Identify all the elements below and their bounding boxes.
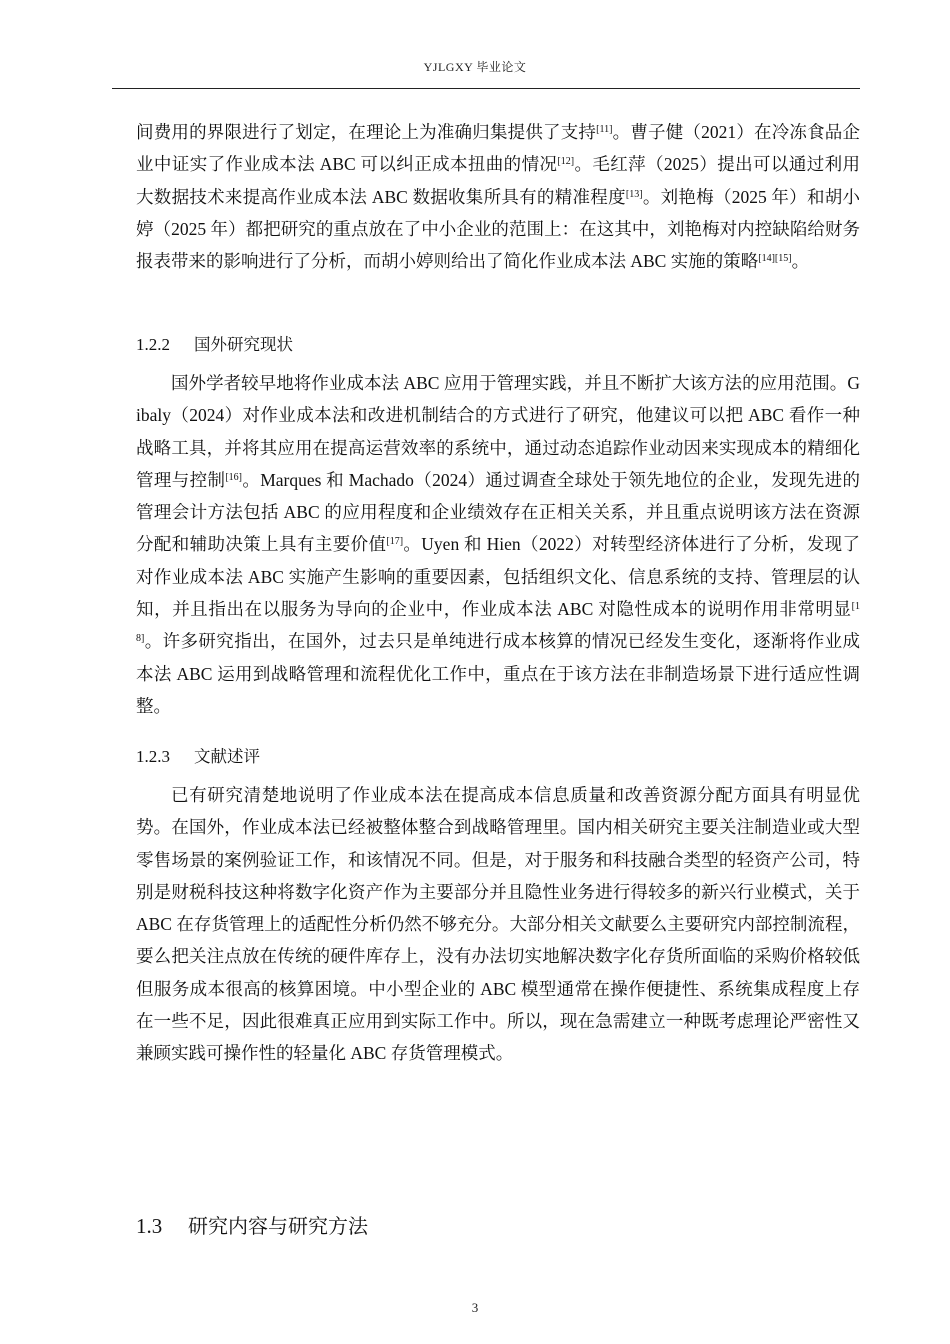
text-run: 国外学者较早地将作业成本法 ABC 应用于管理实践，并且不断扩大该方法的应用范围。Gibaly（2024）对作业成本法和改进机制结合的方式进行了研究，他建议可以把 ABC 看作一种战略工具，并将其应用在提高运营效率的系统中，通过动态追踪作业动因来实现成本的精细化管理与控制 <box>136 373 860 490</box>
paragraph-text <box>136 116 860 277</box>
section-heading-foreign-research <box>136 331 293 355</box>
paragraph-text <box>136 367 860 722</box>
citation-ref: [11] <box>596 124 613 135</box>
section-number: 1.2.2 <box>136 335 170 354</box>
section-number: 1.3 <box>136 1214 163 1238</box>
citation-ref: [17] <box>386 536 404 548</box>
paragraph-domestic-research-continued <box>136 116 860 277</box>
section-heading-research-content-methods <box>136 1210 368 1239</box>
citation-ref: [18] <box>136 601 860 645</box>
paragraph-literature-review <box>136 779 860 1070</box>
citation-ref: [14][15] <box>758 253 792 265</box>
text-run: 。许多研究指出，在国外，过去只是单纯进行成本核算的情况已经发生变化，逐渐将作业成本法 ABC 运用到战略管理和流程优化工作中，重点在于该方法在非制造场景下进行适应性调整。 <box>136 631 860 716</box>
page-number: 3 <box>471 1300 479 1315</box>
text-run: 。曹子健（2021）在冷冻食品企业中证实了作业成本法 ABC 可以纠正成本扭曲的情况 <box>136 122 861 175</box>
page-header: YJLGXY 毕业论文 <box>423 60 527 74</box>
section-number: 1.2.3 <box>136 747 170 766</box>
citation-ref: [12] <box>557 156 575 168</box>
section-heading-literature-review <box>136 743 260 767</box>
text-run: 。Marques 和 Machado（2024）通过调查全球处于领先地位的企业，发现先进的管理会计方法包括 ABC 的应用程度和企业绩效存在正相关关系，并且重点说明该方法在资源分配和辅助决策上具有主要价值 <box>136 469 861 555</box>
header-divider <box>112 88 860 89</box>
citation-ref: [16] <box>225 471 242 483</box>
paragraph-text: 已有研究清楚地说明了作业成本法在提高成本信息质量和改善资源分配方面具有明显优势。在国外，作业成本法已经被整体整合到战略管理里。国内相关研究主要关注制造业或大型零售场景的案例验证工作，和该情况不同。但是，对于服务和科技融合类型的轻资产公司，特别是财税科技这种将数字化资产作为主要部分并且隐性业务进行得较多的新兴行业模式，关于 ABC 在存货管理上的适配性分析仍然不够充分。大部分相关文献要么主要研究内部控制流程，要么把关注点放在传统的硬件库存上，没有办法切实地解决数字化存货所面临的采购价格较低但服务成本很高的核算困境。中小型企业的 ABC 模型通常在操作便捷性、系统集成程度上存在一些不足，因此很难真正应用到实际工作中。所以，现在急需建立一种既考虑理论严密性又兼顾实践可操作性的轻量化 ABC 存货管理模式。 <box>136 785 860 1064</box>
text-run: 间费用的界限进行了划定，在理论上为准确归集提供了支持 <box>136 122 597 142</box>
text-run: 。 <box>791 251 810 272</box>
text-run: 。Uyen 和 Hien（2022）对转型经济体进行了分析，发现了对作业成本法 ABC 实施产生影响的重要因素，包括组织文化、信息系统的支持、管理层的认知，并且指出在以服务为导向的企业中，作业成本法 ABC 对隐性成本的说明作用非常明显 <box>136 534 861 620</box>
section-title: 文献述评 <box>194 747 260 766</box>
section-title: 研究内容与研究方法 <box>188 1214 368 1238</box>
text-run: 。刘艳梅（2025 年）和胡小婷（2025 年）都把研究的重点放在了中小企业的范围上：在这其中，刘艳梅对内控缺陷给财务报表带来的影响进行了分析，而胡小婷则给出了简化作业成本法 ABC 实施的策略 <box>136 186 861 272</box>
paragraph-foreign-research <box>136 367 860 722</box>
section-title: 国外研究现状 <box>194 335 293 354</box>
citation-ref: [13] <box>625 188 643 200</box>
text-run: 。毛红萍（2025）提出可以通过利用大数据技术来提高作业成本法 ABC 数据收集所具有的精准程度 <box>136 154 861 207</box>
